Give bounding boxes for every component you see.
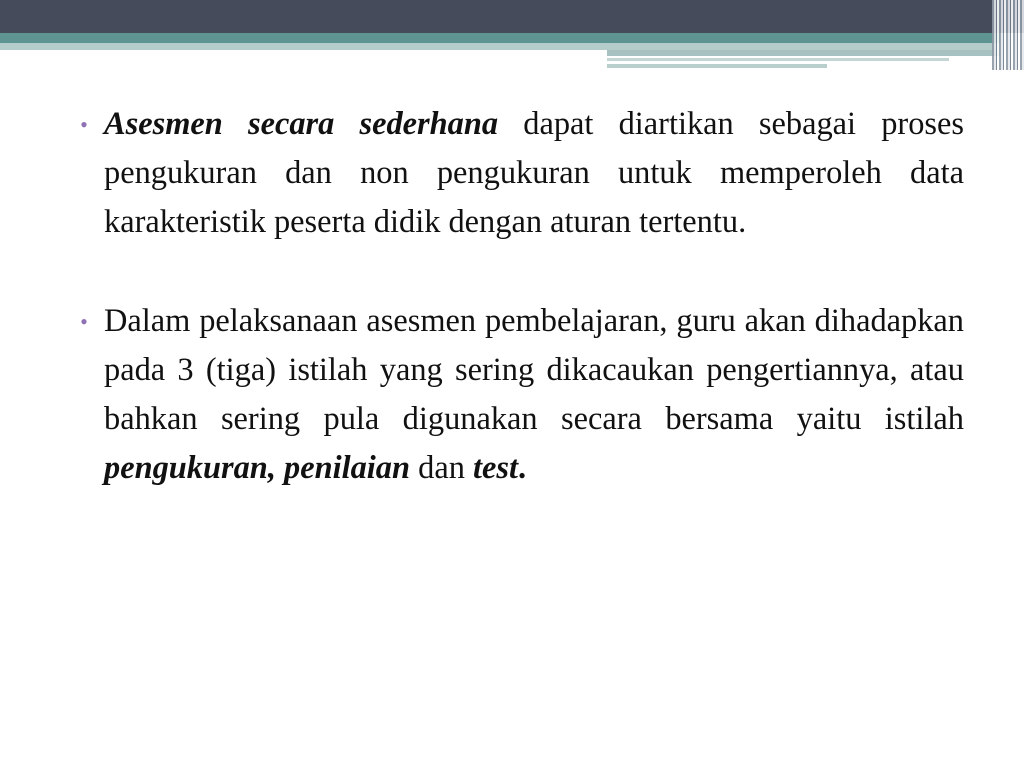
term-test: test (473, 450, 518, 486)
bullet-item-terms (74, 297, 964, 493)
term-pengukuran: pengukuran (104, 450, 268, 486)
term-penilaian: penilaian (284, 450, 411, 486)
bullet-icon: • (80, 112, 88, 137)
header-accent-line (607, 58, 949, 61)
header-dark-band (0, 0, 1024, 33)
term-separator: , (267, 450, 285, 486)
end-punctuation: . (517, 450, 527, 486)
header-accent-line (607, 50, 1000, 56)
bullet-text: Dalam pelaksanaan asesmen pembelajaran, guru akan dihadapkan pada 3 (tiga) istilah yang sering dikacaukan pengertiannya, atau bahkan sering pula digunakan secara bersama yaitu istilah (104, 303, 964, 437)
bullet-icon: • (80, 309, 88, 334)
header-stripes (992, 0, 1024, 70)
conjunction: dan (410, 450, 473, 486)
emphasized-term: Asesmen secara sederhana (104, 106, 499, 142)
header-teal-band (0, 33, 1000, 43)
slide-content (74, 100, 964, 543)
bullet-item-definition (74, 100, 964, 247)
header-teal-light-band (0, 43, 1000, 50)
bullet-text: dapat diartikan sebagai proses pengukuran dan non pengukuran untuk memperoleh data karakteristik peserta didik dengan aturan tertentu. (104, 106, 965, 240)
header-accent-line (607, 64, 827, 68)
